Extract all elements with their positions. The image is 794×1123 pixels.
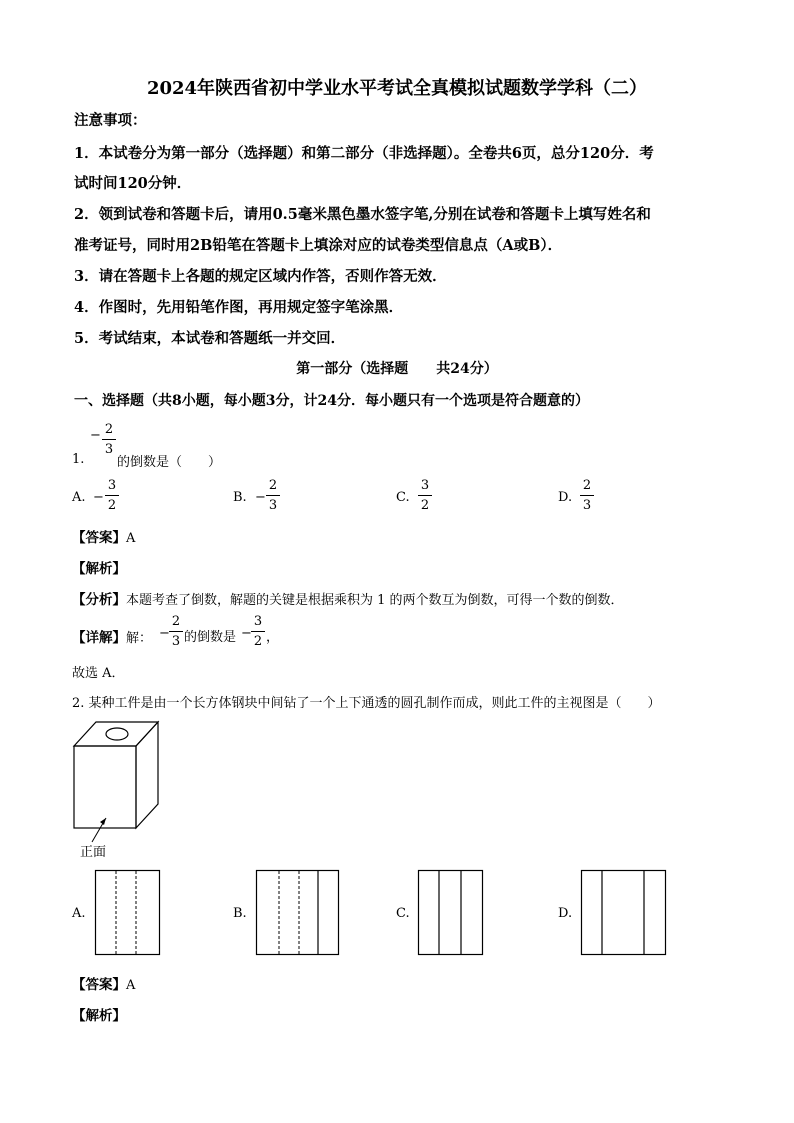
q1-detail-f2-num: 3 — [253, 614, 263, 629]
q2-analysis-tag: 【解析】 — [72, 1008, 126, 1024]
q2-option-a-label: A. — [72, 906, 86, 921]
q1-option-a-label: A. — [72, 490, 86, 505]
q1-frac-den: 3 — [104, 442, 114, 457]
detail-tag: 【详解】 — [72, 630, 126, 646]
fraction-bar — [105, 495, 119, 496]
q1-option-a-den: 2 — [107, 498, 117, 513]
fenxi-tag: 【分析】 — [72, 592, 126, 608]
q1-option-c-fraction — [418, 478, 432, 513]
q1-conclusion: 故选 A． — [72, 666, 125, 681]
q1-detail-f1-den: 3 — [171, 634, 181, 649]
fraction-bar — [251, 631, 265, 632]
q1-option-c-label: C. — [396, 490, 410, 505]
q2-answer: A — [126, 978, 136, 993]
q1-detail-minus-1: − — [159, 626, 170, 641]
notice-line-5: 3．请在答题卡上各题的规定区域内作答，否则作答无效． — [74, 268, 447, 285]
q1-option-d-den: 3 — [582, 498, 592, 513]
q1-frac-num: 2 — [104, 422, 114, 437]
q2-answer-line — [72, 973, 135, 993]
q1-detail-mid: 的倒数是 — [184, 630, 237, 645]
q1-option-d-num: 2 — [582, 478, 592, 493]
q1-option-b-fraction — [266, 478, 280, 513]
q1-detail-line — [72, 626, 152, 646]
q1-option-b-num: 2 — [268, 478, 278, 493]
notice-line-1: 1．本试卷分为第一部分（选择题）和第二部分（非选择题）。全卷共6页，总分120分．考 — [74, 145, 654, 162]
q2-option-c-label: C. — [396, 906, 410, 921]
q1-detail-end: ， — [266, 630, 280, 645]
fraction-bar — [169, 631, 183, 632]
q1-option-d-label: D. — [558, 490, 573, 505]
section-heading: 一、选择题（共8小题，每小题3分，计24分．每小题只有一个选项是符合题意的） — [74, 393, 589, 409]
fraction-bar — [418, 495, 432, 496]
q1-fenxi: 本题考查了倒数，解题的关键是根据乘积为 1 的两个数互为倒数，可得一个数的倒数． — [126, 593, 624, 608]
answer-tag: 【答案】 — [72, 977, 126, 993]
q1-option-a-sign: − — [93, 490, 104, 505]
q1-detail-prefix: 解： — [126, 631, 153, 646]
q1-option-c-num: 3 — [420, 478, 430, 493]
q1-option-a-num: 3 — [107, 478, 117, 493]
notice-line-4: 准考证号，同时用2B铅笔在答题卡上填涂对应的试卷类型信息点（A或B）． — [74, 237, 563, 254]
q1-option-b-label: B. — [233, 490, 247, 505]
notice-heading: 注意事项： — [74, 112, 147, 129]
q1-answer: A — [126, 531, 136, 546]
q1-stem: 的倒数是（ ） — [117, 455, 222, 470]
q1-detail-f1-num: 2 — [171, 614, 181, 629]
answer-tag: 【答案】 — [72, 530, 126, 546]
q1-analysis-tag: 【解析】 — [72, 561, 126, 577]
fraction-bar — [102, 439, 116, 440]
front-label: 正面 — [80, 845, 107, 860]
q1-detail-fraction-1 — [169, 614, 183, 649]
q2-option-b-view — [256, 870, 340, 956]
q1-option-b-sign: − — [255, 490, 266, 505]
q1-option-d-fraction — [580, 478, 594, 513]
notice-line-7: 5．考试结束，本试卷和答题纸一并交回． — [74, 330, 346, 347]
q2-option-a-view — [95, 870, 161, 956]
q2-stem: 2. 某种工件是由一个长方体钢块中间钻了一个上下通透的圆孔制作而成，则此工件的主视图是（ ） — [72, 696, 661, 711]
q1-fraction — [102, 422, 116, 457]
q1-fenxi-line — [72, 588, 624, 608]
q1-option-b-den: 3 — [268, 498, 278, 513]
q1-answer-line — [72, 526, 135, 546]
q1-minus: − — [90, 428, 101, 443]
q1-detail-f2-den: 2 — [253, 634, 263, 649]
q1-option-c-den: 2 — [420, 498, 430, 513]
q2-option-b-label: B. — [233, 906, 247, 921]
q1-detail-fraction-2 — [251, 614, 265, 649]
notice-line-3: 2．领到试卷和答题卡后，请用0.5毫米黑色墨水签字笔,分别在试卷和答题卡上填写姓名和 — [74, 206, 651, 223]
part1-heading: 第一部分（选择题 共24分） — [296, 361, 498, 377]
fraction-bar — [580, 495, 594, 496]
q1-number: 1. — [72, 452, 85, 467]
q1-detail-minus-2: − — [241, 626, 252, 641]
notice-line-6: 4．作图时，先用铅笔作图，再用规定签字笔涂黑． — [74, 299, 404, 316]
page-title: 2024年陕西省初中学业水平考试全真模拟试题数学学科（二） — [146, 78, 648, 99]
q1-option-a-fraction — [105, 478, 119, 513]
notice-line-2: 试时间120分钟． — [74, 175, 192, 192]
q2-option-d-view — [581, 870, 667, 956]
q2-option-d-label: D. — [558, 906, 573, 921]
workpiece-3d-figure — [70, 718, 170, 843]
q2-option-c-view — [418, 870, 484, 956]
fraction-bar — [266, 495, 280, 496]
